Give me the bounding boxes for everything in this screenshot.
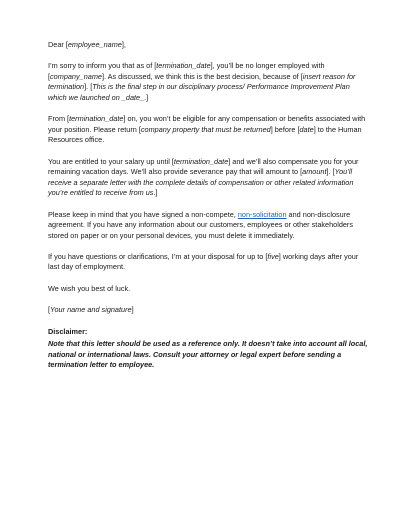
p2-text-3: ] before [ (270, 124, 300, 134)
reason-placeholder: insert reason for termination (48, 71, 356, 92)
p2-text-4: ] to the Human Resources office. (48, 124, 362, 145)
p5-text-1: If you have questions or clarifications, I’m at your disposal for up to [ (48, 251, 268, 261)
date-placeholder: date (299, 124, 314, 134)
salutation (48, 40, 368, 51)
p1-text-1: I’m sorry to inform you that as of [ (48, 61, 157, 71)
paragraph-benefits (48, 114, 368, 146)
signature-placeholder: Your name and signature (50, 304, 132, 314)
p4-text-1: Please keep in mind that you have signed a non-compete, (48, 209, 238, 219)
termination-date-placeholder: termination_date (156, 61, 211, 71)
termination-date-placeholder: termination_date (173, 156, 229, 166)
termination-date-placeholder: termination_date (69, 114, 124, 124)
non-solicitation-link[interactable]: non-solicitation (237, 209, 287, 219)
signature-pre: [ (48, 304, 51, 314)
p3-text-2: ] and we’ll also compensate you for your remaining vacation days. We’ll also provide severance pay that will amount to [ (48, 156, 359, 177)
paragraph-compensation (48, 157, 368, 199)
disciplinary-process-placeholder: This is the final step in our disciplinary process/ Performance Improvement Plan which we launched on _date_ (48, 82, 350, 102)
salutation-post: ], (121, 40, 126, 49)
amount-placeholder: amount (302, 167, 327, 177)
signature-line (48, 305, 368, 316)
p1-text-3: ]. As discussed, we think this is the best decision, because of [ (101, 71, 303, 81)
p3-text-3: ]. [ (326, 167, 335, 177)
p2-text-1: From [ (48, 114, 70, 124)
p3-text-4: .] (153, 188, 158, 198)
p4-text-2: and non-disclosure agreement. If you have any information about our customers, employees or other stakeholders stored on paper or on your personal devices, you must delete it immediately. (48, 209, 354, 240)
disclaimer-title: Disclaimer: (48, 327, 88, 337)
salutation-pre: Dear [ (48, 40, 68, 49)
p1-text-2: ], you’ll be no longer employed with [ (48, 61, 325, 81)
company-property-placeholder: company property that must be returned (140, 124, 271, 134)
paragraph-termination-notice (48, 61, 368, 103)
p2-text-2: ] on, you won’t be eligible for any compensation or benefits associated with your position. Please return [ (48, 114, 366, 134)
letter-page (48, 40, 368, 371)
separate-letter-placeholder: You’ll receive a separate letter with the complete details of compensation or other related information you’re entitled to receive from us (48, 167, 354, 198)
p1-text-4: ]. [ (84, 82, 93, 92)
p3-text-1: You are entitled to your salary up until [ (48, 156, 174, 166)
p5-text-2: ] working days after your last day of employment. (48, 251, 359, 272)
company-name-placeholder: company_name (50, 71, 102, 81)
working-days-placeholder: five (267, 251, 279, 261)
disclaimer-body: Note that this letter should be used as a reference only. It doesn’t take into account all local, national or international laws. Consult your attorney or legal expert before sending a termination letter to employee. (48, 339, 368, 370)
employee-name-placeholder: employee_name (67, 40, 122, 49)
paragraph-questions (48, 252, 368, 273)
closing-line: We wish you best of luck. (48, 283, 131, 293)
p1-text-5: .] (144, 92, 149, 102)
paragraph-agreements (48, 210, 368, 242)
signature-post: ] (131, 304, 134, 314)
